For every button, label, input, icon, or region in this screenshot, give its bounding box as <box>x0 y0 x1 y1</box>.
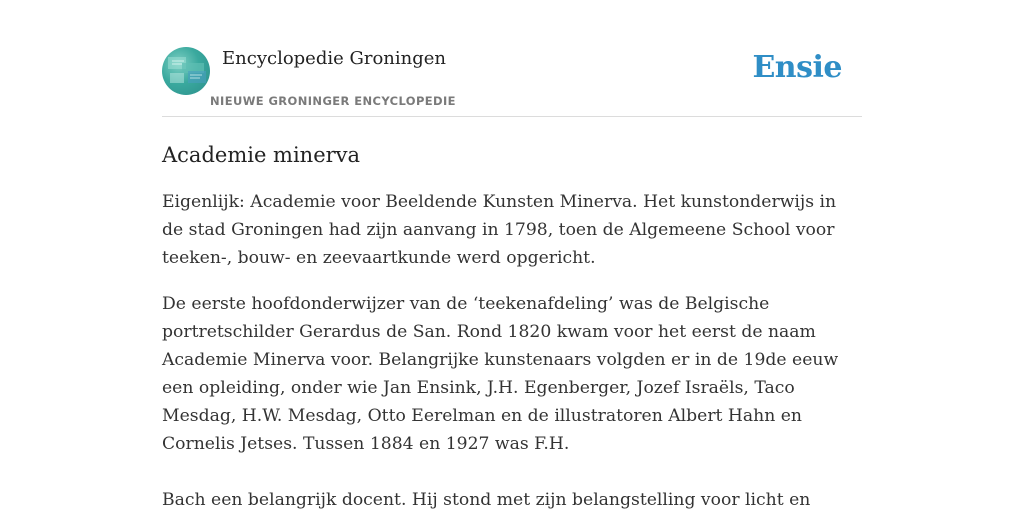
article <box>162 140 862 512</box>
article-paragraph-1: Eigenlijk: Academie voor Beeldende Kunsten Minerva. Het kunstonderwijs in de stad Groningen had zijn aanvang in 1798, toen de Algemeene School voor teeken-, bouw- en zeevaartkunde werd opgericht. <box>162 192 837 268</box>
article-paragraph-2: De eerste hoofdonderwijzer van de ‘teekenafdeling’ was de Belgische portretschilder Gerardus de San. Rond 1820 kwam voor het eerst de naam Academie Minerva voor. Belangrijke kunstenaars volgden er in de 19de eeuw een opleiding, onder wie Jan Ensink, J.H. Egenberger, Jozef Israëls, Taco Mesdag, H.W. Mesdag, Otto Eerelman en de illustratoren Albert Hahn en Cornelis Jetses. Tussen 1884 en 1927 was F.H. <box>162 294 839 454</box>
site-title[interactable]: Encyclopedie Groningen <box>222 48 447 69</box>
article-paragraph-3: Bach een belangrijk docent. Hij stond met zijn belangstelling voor licht en <box>162 490 811 510</box>
encyclopedia-logo-icon[interactable] <box>162 47 210 95</box>
site-subtitle: NIEUWE GRONINGER ENCYCLOPEDIE <box>210 94 456 108</box>
site-header <box>162 46 862 117</box>
article-title: Academie minerva <box>162 143 361 167</box>
brand-logo[interactable]: Ensie <box>752 50 842 85</box>
